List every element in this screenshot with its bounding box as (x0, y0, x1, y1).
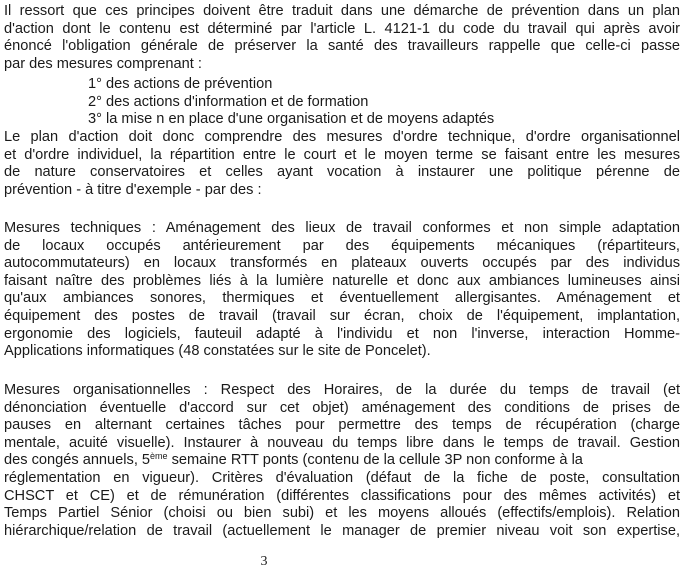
text-fragment: des congés annuels, 5 (4, 452, 151, 469)
text-line: équipement des postes de travail (travail sur écran, choix de l'équipement, implantation, (4, 307, 680, 324)
text-fragment: semaine RTT ponts (contenu de la cellule 3P non conforme à la (167, 452, 583, 469)
page-number: 3 (260, 554, 268, 569)
intro-paragraph (4, 3, 680, 73)
text-line: énoncé l'obligation générale de préserver la santé des travailleurs rappelle que celle-ci passe (4, 38, 680, 55)
text-line: Mesures techniques : Aménagement des lieux de travail conformes et non simple adaptation (4, 220, 680, 236)
text-line: mentale, acuité visuelle). Instaurer à nouveau du temps libre dans le temps de travail. Gestion (4, 434, 680, 451)
text-line: Le plan d'action doit donc comprendre des mesures d'ordre technique, d'ordre organisationnel (4, 129, 680, 145)
superscript: ème (150, 451, 168, 462)
list-item: 2° des actions d'information et de formation (88, 93, 369, 110)
text-line: de locaux occupés antérieurement par des équipements mécaniques (répartiteurs, (4, 237, 680, 254)
text-line: prévention - à titre d'exemple - par des : (4, 181, 262, 198)
text-line: et d'ordre individuel, la répartition entre le court et le moyen terme se faisant entre les mesures (4, 146, 680, 163)
organisational-measures-paragraph (4, 382, 680, 540)
text-line: Temps Partiel Sénior (choisi ou bien subi) et les moyens alloués (effectifs/emplois). Relation (4, 505, 680, 522)
technical-measures-paragraph (4, 220, 680, 361)
text-line: Applications informatiques (48 constatées sur le site de Poncelet). (4, 343, 431, 360)
action-plan-paragraph (4, 129, 680, 199)
text-line: autocommutateurs) en locaux transformés en plateaux ouverts occupés par des individus (4, 255, 680, 272)
measures-list (4, 76, 680, 129)
text-line: par des mesures comprenant : (4, 55, 202, 72)
text-line-with-superscript (4, 452, 680, 470)
text-line: d'action dont le contenu est déterminé par l'article L. 4121-1 du code du travail qui après avoir (4, 20, 680, 37)
text-line: ergonomie des logiciels, fauteuil adapté à l'individu et non l'inverse, interaction Homme- (4, 325, 680, 342)
list-item: 1° des actions de prévention (88, 76, 273, 92)
text-line: Il ressort que ces principes doivent être traduit dans une démarche de prévention dans un plan (4, 3, 680, 19)
text-line: faisant naître des problèmes liés à la lumière naturelle et donc aux ambiances lumineuses ainsi (4, 272, 680, 289)
text-line: de nature conservatoires et celles ayant vocation à instaurer une politique pérenne de (4, 164, 680, 181)
text-line: Mesures organisationnelles : Respect des Horaires, de la durée du temps de travail (et (4, 382, 680, 398)
text-line: pauses en alternant certaines tâches pour permettre des temps de récupération (charge (4, 417, 680, 434)
text-line: réglementation en vigueur). Critères d'évaluation (défaut de la fiche de poste, consultation (4, 469, 680, 486)
text-line: hiérarchique/relation de travail (actuellement le manager de premier niveau voit son expertise, (4, 522, 680, 539)
text-line: qu'aux ambiances sonores, thermiques et éventuellement allergisantes. Aménagement et (4, 290, 680, 307)
text-line: CHSCT et CE) et de rémunération (différentes classifications pour des mêmes activités) et (4, 487, 680, 504)
list-item: 3° la mise n en place d'une organisation et de moyens adaptés (88, 111, 495, 128)
text-line: dénonciation éventuelle d'accord sur cet objet) aménagement des conditions de prises de (4, 399, 680, 416)
